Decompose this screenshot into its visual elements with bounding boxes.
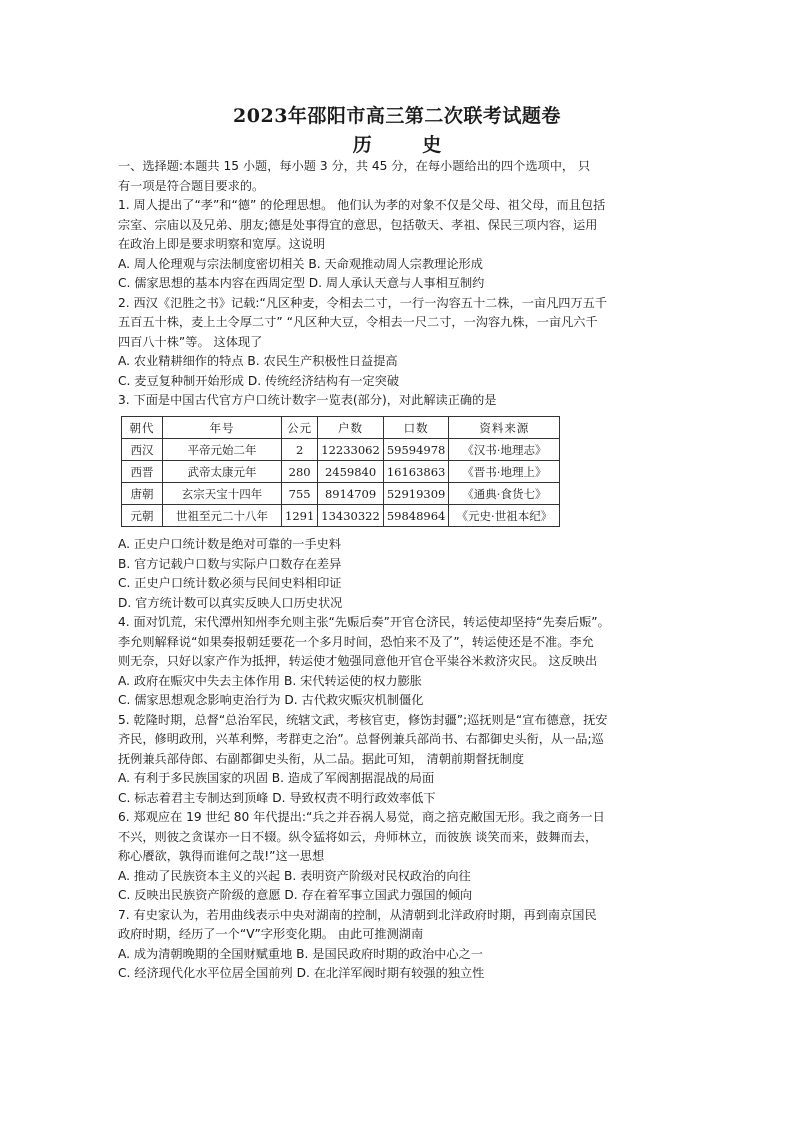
table-row xyxy=(122,483,560,505)
households-cell: 13430322 xyxy=(318,505,384,527)
header-dynasty: 朝代 xyxy=(122,417,163,439)
year-cell: 2 xyxy=(282,439,318,461)
text-line: 有一项是符合题目要求的。 xyxy=(118,178,265,193)
population-cell: 59848964 xyxy=(383,505,449,527)
dynasty-cell: 元朝 xyxy=(122,505,163,527)
text-line: 7. 有史家认为，若用曲线表示中央对湖南的控制，从清朝到北洋政府时期，再到南京国民 xyxy=(118,907,597,922)
reign-cell: 玄宗天宝十四年 xyxy=(163,483,282,505)
text-line: A. 政府在赈灾中失去主体作用 B. 宋代转运使的权力膨胀 xyxy=(118,673,422,688)
header-reign: 年号 xyxy=(163,417,282,439)
subject-title: 历 史 xyxy=(352,134,464,156)
text-line: 抚例兼兵部侍郎、右副都御史头衔，从二品。据此可知， 清朝前期督抚制度 xyxy=(118,751,525,766)
questions-part-2 xyxy=(118,535,678,984)
text-line: A. 有利于多民族国家的巩固 B. 造成了军阀割据混战的局面 xyxy=(118,771,435,785)
text-line: C. 经济现代化水平位居全国前列 D. 在北洋军阀时期有较强的独立性 xyxy=(118,966,485,980)
text-line: 则无奈，只好以家产作为抵押，转运使才勉强同意他开官仓平粜谷米救济灾民。 这反映出 xyxy=(118,654,598,668)
header-population: 口数 xyxy=(383,417,449,439)
text-line: C. 儒家思想观念影响吏治行为 D. 古代救灾赈灾机制僵化 xyxy=(118,693,424,707)
source-cell: 《晋书·地理上》 xyxy=(449,461,560,483)
text-line: A. 成为清朝晚期的全国财赋重地 B. 是国民政府时期的政治中心之一 xyxy=(118,946,483,961)
source-cell: 《汉书·地理志》 xyxy=(449,439,560,461)
text-line: C. 反映出民族资产阶级的意愿 D. 存在着军事立国武力强国的倾向 xyxy=(118,888,473,902)
text-line: C. 标志着君主专制达到顶峰 D. 导致权责不明行政效率低下 xyxy=(118,790,436,805)
text-line: B. 官方记载户口数与实际户口数存在差异 xyxy=(118,556,342,571)
population-cell: 59594978 xyxy=(383,439,449,461)
reign-cell: 平帝元始二年 xyxy=(163,439,282,461)
header-source: 资料来源 xyxy=(449,417,560,439)
households-cell: 12233062 xyxy=(318,439,384,461)
text-line: 6. 郑观应在 19 世纪 80 年代提出:“兵之并吞祸人易觉，商之掊克敝国无形。我之商务一日 xyxy=(118,810,605,824)
text-line: 1. 周人提出了“孝”和“德” 的伦理思想。 他们认为孝的对象不仅是父母、祖父母，而且包括 xyxy=(118,198,606,212)
reign-cell: 世祖至元二十八年 xyxy=(163,505,282,527)
text-line: A. 周人伦理观与宗法制度密切相关 B. 天命观推动周人宗教理论形成 xyxy=(118,256,483,271)
dynasty-cell: 西汉 xyxy=(122,439,163,461)
text-line: 一、选择题:本题共 15 小题，每小题 3 分，共 45 分，在每小题给出的四个选项中， 只 xyxy=(118,159,591,173)
text-line: 在政治上即是要求明察和宽厚。这说明 xyxy=(118,237,326,251)
table-row xyxy=(122,439,560,461)
households-cell: 2459840 xyxy=(318,461,384,483)
text-line: 3. 下面是中国古代官方户口统计数字一览表(部分)，对此解读正确的是 xyxy=(118,393,497,407)
text-line: A. 正史户口统计数是绝对可靠的一手史料 xyxy=(118,537,342,551)
text-line: 李允则解释说“如果奏报朝廷要花一个多月时间，恐怕来不及了”，转运使还是不准。李允 xyxy=(118,634,594,649)
dynasty-cell: 唐朝 xyxy=(122,483,163,505)
text-line: 称心餍欲，孰得而谁何之哉!”这一思想 xyxy=(118,849,325,863)
population-cell: 16163863 xyxy=(383,461,449,483)
source-cell: 《元史·世祖本纪》 xyxy=(449,505,560,527)
table-row xyxy=(122,505,560,527)
text-line: D. 官方统计数可以真实反映人口历史状况 xyxy=(118,595,343,610)
questions-part-1 xyxy=(118,157,678,411)
text-line: 2. 西汉《氾胜之书》记载:“凡区种麦，令相去二寸，一行一沟容五十二株，一亩凡四万五千 xyxy=(118,295,608,310)
source-cell: 《通典·食货七》 xyxy=(449,483,560,505)
text-line: 4. 面对饥荒，宋代潭州知州李允则主张“先赈后奏”开官仓济民，转运使却坚持“先奏后赈”。 xyxy=(118,615,610,629)
text-line: 不兴，则彼之贪谋亦一日不辍。纵令猛将如云，舟师林立，而彼族 谈笑而来，鼓舞而去， xyxy=(118,829,598,844)
population-cell: 52919309 xyxy=(383,483,449,505)
header-households: 户数 xyxy=(318,417,384,439)
dynasty-cell: 西晋 xyxy=(122,461,163,483)
households-cell: 8914709 xyxy=(318,483,384,505)
text-line: 四百八十株”等。 这体现了 xyxy=(118,334,263,349)
reign-cell: 武帝太康元年 xyxy=(163,461,282,483)
text-line: 5. 乾隆时期，总督“总治军民，统辖文武，考核官吏，修饬封疆”;巡抚则是“宣布德意，抚安 xyxy=(118,712,608,727)
text-line: 政府时期，经历了一个“V”字形变化期。 由此可推测湖南 xyxy=(118,927,424,941)
year-cell: 755 xyxy=(282,483,318,505)
exam-title: 2023年邵阳市高三第二次联考试题卷 xyxy=(233,105,561,127)
table-header-row xyxy=(122,417,560,439)
year-cell: 280 xyxy=(282,461,318,483)
text-line: 宗室、宗庙以及兄弟、朋友;德是处事得宜的意思，包括敬天、孝祖、保民三项内容，运用 xyxy=(118,217,598,232)
population-table xyxy=(121,416,560,527)
text-line: C. 正史户口统计数必须与民间史料相印证 xyxy=(118,576,342,590)
text-line: A. 农业精耕细作的特点 B. 农民生产积极性日益提高 xyxy=(118,354,398,368)
text-line: 五百五十株，麦上土令厚二寸” “凡区种大豆，令相去一尺二寸，一沟容九株，一亩凡六千 xyxy=(118,315,598,329)
text-line: C. 麦豆复种制开始形成 D. 传统经济结构有一定突破 xyxy=(118,373,400,388)
text-line: A. 推动了民族资本主义的兴起 B. 表明资产阶级对民权政治的向往 xyxy=(118,868,471,883)
text-line: C. 儒家思想的基本内容在西周定型 D. 周人承认天意与人事相互制约 xyxy=(118,276,485,290)
year-cell: 1291 xyxy=(282,505,318,527)
table-row xyxy=(122,461,560,483)
header-year: 公元 xyxy=(282,417,318,439)
text-line: 齐民，修明政刑，兴革利弊，考群吏之治”。总督例兼兵部尚书、右都御史头衔，从一品;巡 xyxy=(118,732,604,746)
